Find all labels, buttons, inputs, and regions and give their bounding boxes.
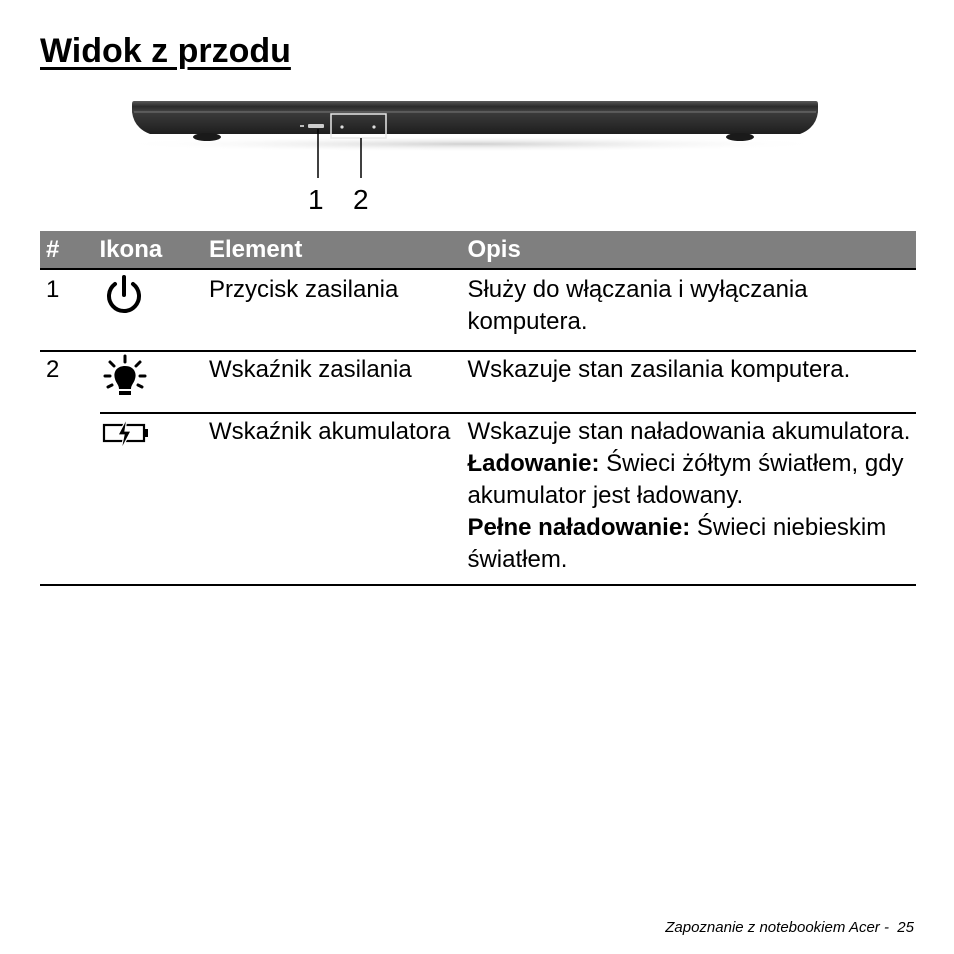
page-title: Widok z przodu bbox=[40, 32, 291, 70]
full-charge-text: Świeci niebieskim światłem. bbox=[467, 514, 887, 573]
row-num bbox=[40, 413, 100, 585]
row-element: Wskaźnik zasilania bbox=[209, 351, 468, 413]
charging-label: Ładowanie: bbox=[467, 450, 600, 477]
full-charge-label: Pełne naładowanie: bbox=[467, 514, 691, 541]
charging-text: Świeci żółtym światłem, gdy akumulator jest ładowany. bbox=[467, 450, 904, 509]
table-row bbox=[40, 413, 916, 585]
components-table bbox=[40, 231, 916, 586]
callout-2: 2 bbox=[353, 184, 369, 215]
row-element: Wskaźnik akumulatora bbox=[209, 413, 468, 585]
header-icon: Ikona bbox=[100, 231, 209, 269]
callout-1: 1 bbox=[308, 184, 324, 215]
laptop-front-illustration bbox=[110, 88, 840, 218]
table-row bbox=[40, 269, 916, 351]
row-num: 1 bbox=[40, 269, 100, 351]
header-description: Opis bbox=[467, 231, 916, 269]
charging-state bbox=[467, 448, 916, 512]
table-row bbox=[40, 351, 916, 413]
row-element: Przycisk zasilania bbox=[209, 269, 468, 351]
lightbulb-icon bbox=[102, 354, 148, 402]
full-charge-state bbox=[467, 512, 916, 576]
power-icon bbox=[102, 274, 146, 318]
row-description bbox=[467, 413, 916, 585]
battery-charging-icon bbox=[102, 416, 152, 452]
page-footer: Zapoznanie z notebookiem Acer - 25 bbox=[665, 919, 914, 936]
table-header-row bbox=[40, 231, 916, 269]
header-num: # bbox=[40, 231, 100, 269]
row-description: Służy do włączania i wyłączania komputera. bbox=[467, 269, 916, 351]
header-element: Element bbox=[209, 231, 468, 269]
row-description: Wskazuje stan zasilania komputera. bbox=[467, 351, 916, 413]
row-num: 2 bbox=[46, 356, 60, 383]
battery-description: Wskazuje stan naładowania akumulatora. bbox=[467, 418, 911, 445]
laptop-front-view-figure bbox=[110, 88, 840, 218]
